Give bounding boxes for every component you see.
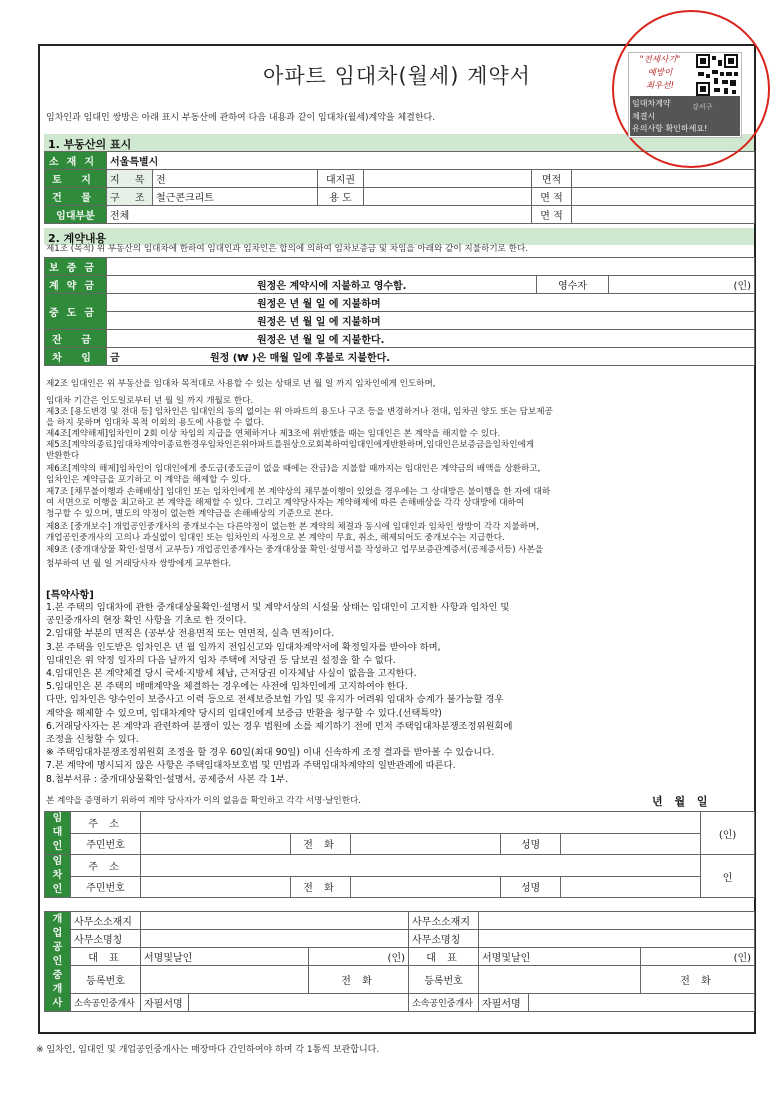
broker2-office-addr-value[interactable]	[479, 912, 755, 930]
special-term-line: 계약을 해제할 수 있으며, 임대차계약 당시의 임대인에게 보증금 반환을 청구할 수 있다.(선택특약)	[46, 707, 442, 719]
special-term-line: 5.임대인은 본 주택의 매매계약을 체결하는 경우에는 사전에 임차인에게 고지하여야 한다.	[46, 681, 408, 693]
use-label: 용 도	[318, 188, 364, 206]
notice-dark-line-1: 임대차계약	[632, 99, 671, 108]
broker2-rep-label: 대 표	[409, 948, 479, 966]
balance-text[interactable]: 원정은 년 월 일 에 지불한다.	[107, 330, 755, 348]
special-term-line: ※ 주택임대차분쟁조정위원회 조정을 할 경우 60일(최대 90일) 이내 신속하게 조정 결과를 받아볼 수 있습니다.	[46, 747, 495, 759]
tenant-seal[interactable]: 인	[701, 855, 755, 898]
broker1-sign-label: 서명및날인	[141, 948, 309, 966]
tenant-phone-value[interactable]	[351, 876, 501, 898]
structure-label: 구 조	[107, 188, 153, 206]
special-term-line: 2.임대할 부분의 면적은 (공부상 전용면적 또는 연면적, 실측 면적)이다.	[46, 628, 335, 640]
building-area-label: 면 적	[532, 188, 572, 206]
broker1-phone-label: 전 화	[309, 966, 409, 994]
article-line: 을 하지 못하며 임대차 목적 이외의 용도에 사용할 수 없다.	[46, 418, 265, 428]
broker2-office-addr-label: 사무소소재지	[409, 912, 479, 930]
broker2-self-sign-label: 자필서명	[479, 994, 529, 1012]
broker1-self-sign-value[interactable]	[189, 994, 409, 1012]
tenant-label: 임차인	[45, 855, 71, 898]
landlord-seal[interactable]: (인)	[701, 812, 755, 855]
rent-part-value[interactable]: 전체	[107, 206, 532, 224]
article-line: 제5조[계약의종료]임대차계약이종료한경우임차인은위아파트를원상으로회복하여임대인에게반환하며,임대인은보증금을임차인에게	[46, 440, 535, 450]
broker1-office-name-value[interactable]	[141, 930, 409, 948]
landlord-phone-value[interactable]	[351, 833, 501, 855]
article-line: 제9조 (중개대상물 확인·설명서 교부등) 개업공인중개사는 중개대상물 확인·설명서를 작성하고 업무보증관계증서(공제증서등) 사본을	[46, 545, 544, 555]
tenant-phone-label: 전 화	[291, 876, 351, 898]
footnote: ※ 임차인, 임대인 및 개업공인중개사는 매장마다 간인하여야 하며 각 1통씩 보관합니다.	[36, 1045, 380, 1055]
notice-dark-line-2: 체결시	[632, 112, 656, 121]
special-term-line: 7.본 계약에 명시되지 않은 사항은 주택임대차보호법 및 민법과 주택임대차계약의 일반관례에 따른다.	[46, 760, 456, 772]
structure-value[interactable]: 철근콘크리트	[153, 188, 318, 206]
parties-table	[44, 811, 755, 898]
contract-deposit-text[interactable]: 원정은 계약시에 지불하고 영수함.	[107, 276, 537, 294]
broker1-affiliated-label: 소속공인중개사	[71, 994, 141, 1012]
special-term-line: 8.첨부서류 : 중개대상물확인·설명서, 공제증서 사본 각 1부.	[46, 773, 289, 785]
rent-label: 차 임	[45, 348, 107, 366]
special-term-line: 공인중개사의 현장 확인 사항을 기초로 한 것이다.	[46, 615, 247, 627]
rent-terms: 원정 (₩ )은 매월 일에 후불로 지불한다.	[210, 353, 391, 364]
tenant-id-value[interactable]	[141, 876, 291, 898]
receipt-label: 영수자	[537, 276, 609, 294]
intro-text: 임차인과 임대인 쌍방은 아래 표시 부동산에 관하여 다음 내용과 같이 임대차(월세)계약을 체결한다.	[46, 113, 436, 123]
special-term-line: 3.본 주택을 인도받은 임차인은 년 월 일까지 전입신고와 임대차계약서에 확정일자를 받아야 하며,	[46, 641, 441, 653]
broker2-seal[interactable]: (인)	[641, 948, 755, 966]
landlord-name-value[interactable]	[561, 833, 701, 855]
section1-heading: 1. 부동산의 표시	[44, 134, 754, 151]
broker-label: 개업공인중개사	[45, 912, 71, 1012]
rent-part-area-value[interactable]	[572, 206, 755, 224]
article-line: 제6조[계약의 해제]임차인이 임대인에게 중도금(중도금이 없을 때에는 잔금)을 지불할 때까지는 임대인은 계약금의 배액을 상환하고,	[46, 464, 541, 474]
article-line: 임대차 기간은 인도일로부터 년 월 일 까지 개월로 한다.	[46, 396, 254, 406]
notice-line-3: 최우선!	[645, 81, 675, 91]
landlord-address-label: 주 소	[71, 812, 141, 834]
landlord-phone-label: 전 화	[291, 833, 351, 855]
notice-line-1: "전세사기"	[639, 55, 681, 65]
broker2-office-name-value[interactable]	[479, 930, 755, 948]
special-term-line: 임대인은 위 약정 일자의 다음 날까지 임차 주택에 저당권 등 담보권 설정을 할 수 없다.	[46, 654, 396, 666]
special-term-line: 조정을 신청할 수 있다.	[46, 734, 139, 745]
broker2-reg-label: 등록번호	[409, 966, 479, 994]
payment-table	[44, 257, 755, 366]
notice-line-2: 예방이	[647, 68, 673, 78]
qr-code-icon[interactable]	[696, 54, 738, 96]
broker1-reg-value[interactable]	[141, 966, 309, 994]
location-value[interactable]: 서울특별시	[107, 152, 755, 170]
broker1-rep-label: 대 표	[71, 948, 141, 966]
landlord-address-value[interactable]	[141, 812, 701, 834]
section2-heading: 2. 계약내용	[44, 228, 754, 245]
building-area-value[interactable]	[572, 188, 755, 206]
location-label: 소재지	[45, 152, 107, 170]
land-type-label: 지 목	[107, 170, 153, 188]
rent-part-label: 임대부분	[45, 206, 107, 224]
contract-title: 아파트 임대차(월세) 계약서	[263, 64, 531, 88]
special-term-line: 다만, 임차인은 양수인이 보증사고 이력 등으로 전세보증보험 가입 및 유지가 어려워 임대차 승계가 불가능할 경우	[46, 694, 504, 706]
tenant-address-value[interactable]	[141, 855, 701, 877]
article-line: 청구할 수 있으며, 별도의 약정이 없는한 계약금을 손해배상의 기준으로 본다.	[46, 509, 334, 519]
article-line: 개업공인중개사의 고의나 과실없이 임대인 또는 임차인의 사정으로 본 계약이 무효, 취소, 해제되어도 중개보수는 지급한다.	[46, 533, 505, 543]
broker2-sign-label: 서명및날인	[479, 948, 641, 966]
broker2-self-sign-value[interactable]	[529, 994, 755, 1012]
sign-date[interactable]: 년 월 일	[652, 795, 712, 808]
special-term-line: 6.거래당사자는 본 계약과 관련하여 분쟁이 있는 경우 법원에 소를 제기하기 전에 먼저 주택임대차분쟁조정위원회에	[46, 720, 513, 732]
article-line: 제2조 임대인은 위 부동산을 임대차 목적대로 사용할 수 있는 상태로 년 월 일 까지 임차인에게 인도하며,	[46, 379, 436, 389]
landlord-name-label: 성명	[501, 833, 561, 855]
district-logo: 강서구	[692, 103, 713, 111]
rent-text[interactable]	[107, 348, 755, 366]
receipt-seal[interactable]: (인)	[609, 276, 755, 294]
broker-table	[44, 911, 755, 1012]
broker2-reg-value[interactable]	[479, 966, 641, 994]
article-line: 임차인은 계약금을 포기하고 이 계약을 해제할 수 있다.	[46, 475, 251, 485]
article-line: 제8조 [중개보수] 개업공인중개사의 중개보수는 다른약정이 없는한 본 계약의 체결과 동시에 임대인과 임차인 쌍방이 각각 지불하며,	[46, 522, 540, 532]
broker2-affiliated-label: 소속공인중개사	[409, 994, 479, 1012]
article-line: 반환한다	[46, 451, 80, 461]
article-line: 제3조 [용도변경 및 전대 등] 임차인은 임대인의 동의 없이는 위 아파트의 용도나 구조 등을 변경하거나 전대, 임차권 양도 또는 담보제공	[46, 407, 553, 417]
notice-dark-line-3: 유의사항 확인하세요!	[632, 124, 708, 133]
closing-statement: 본 계약을 증명하기 위하여 계약 당사자가 이의 없음을 확인하고 각각 서명·날인한다.	[46, 796, 362, 806]
landlord-id-label: 주민번호	[71, 833, 141, 855]
broker1-office-addr-value[interactable]	[141, 912, 409, 930]
special-terms-heading: [특약사항]	[46, 590, 94, 601]
notice-dark-panel	[630, 96, 740, 136]
building-label: 건 물	[45, 188, 107, 206]
land-right-value[interactable]	[364, 170, 532, 188]
property-table	[44, 151, 755, 224]
land-area-value[interactable]	[572, 170, 755, 188]
land-right-label: 대지권	[318, 170, 364, 188]
middle-payment-label: 중도금	[45, 294, 107, 330]
use-value[interactable]	[364, 188, 532, 206]
article-1: 제1조 (목적) 위 부동산의 임대차에 한하여 임대인과 임차인은 합의에 의하여 임차보증금 및 차임을 아래와 같이 지불하기로 한다.	[46, 244, 528, 254]
broker1-self-sign-label: 자필서명	[141, 994, 189, 1012]
tenant-name-value[interactable]	[561, 876, 701, 898]
deposit-value[interactable]	[107, 258, 755, 276]
rent-part-area-label: 면 적	[532, 206, 572, 224]
landlord-label: 임대인	[45, 812, 71, 855]
article-line: 제4조[계약해제]임차인이 2회 이상 차임의 지급을 연체하거나 제3조에 위반했을 때는 임대인은 본 계약을 해지할 수 있다.	[46, 429, 501, 439]
deposit-label: 보증금	[45, 258, 107, 276]
middle-payment-text-2[interactable]: 원정은 년 월 일 에 지불하며	[107, 312, 755, 330]
land-type-value[interactable]: 전	[153, 170, 318, 188]
rent-unit: 금	[110, 353, 120, 364]
tenant-name-label: 성명	[501, 876, 561, 898]
contract-sheet	[38, 44, 756, 1034]
fraud-notice-text	[630, 54, 690, 93]
tenant-id-label: 주민번호	[71, 876, 141, 898]
land-label: 토 지	[45, 170, 107, 188]
broker1-office-addr-label: 사무소소재지	[71, 912, 141, 930]
contract-deposit-label: 계약금	[45, 276, 107, 294]
special-term-line: 4.임대인은 본 계약체결 당시 국세·지방세 체납, 근저당권 이자체납 사실이 없음을 고지한다.	[46, 668, 417, 679]
broker2-office-name-label: 사무소명칭	[409, 930, 479, 948]
landlord-id-value[interactable]	[141, 833, 291, 855]
special-term-line: 1.본 주택의 임대차에 관한 중개대상물확인·설명서 및 계약서상의 시설물 상태는 임대인이 고지한 사항과 임차인 및	[46, 602, 510, 613]
broker2-phone-label: 전 화	[641, 966, 755, 994]
article-line: 제7조 [채무불이행과 손해배상] 임대인 또는 임차인에게 본 계약상의 채무불이행이 있었을 경우에는 그 상대방은 불이행을 한 자에 대하	[46, 487, 551, 497]
middle-payment-text-1[interactable]: 원정은 년 월 일 에 지불하며	[107, 294, 755, 312]
land-area-label: 면적	[532, 170, 572, 188]
tenant-address-label: 주 소	[71, 855, 141, 877]
broker1-seal[interactable]: (인)	[309, 948, 409, 966]
broker1-office-name-label: 사무소명칭	[71, 930, 141, 948]
balance-label: 잔 금	[45, 330, 107, 348]
broker1-reg-label: 등록번호	[71, 966, 141, 994]
article-line: 여 서면으로 이행을 최고하고 본 계약을 해제할 수 있다. 그리고 계약당사자는 계약해제에 따른 손해배상을 각각 상대방에 대하여	[46, 498, 525, 508]
article-line: 첨부하여 년 월 일 거래당사자 쌍방에게 교부한다.	[46, 559, 232, 569]
